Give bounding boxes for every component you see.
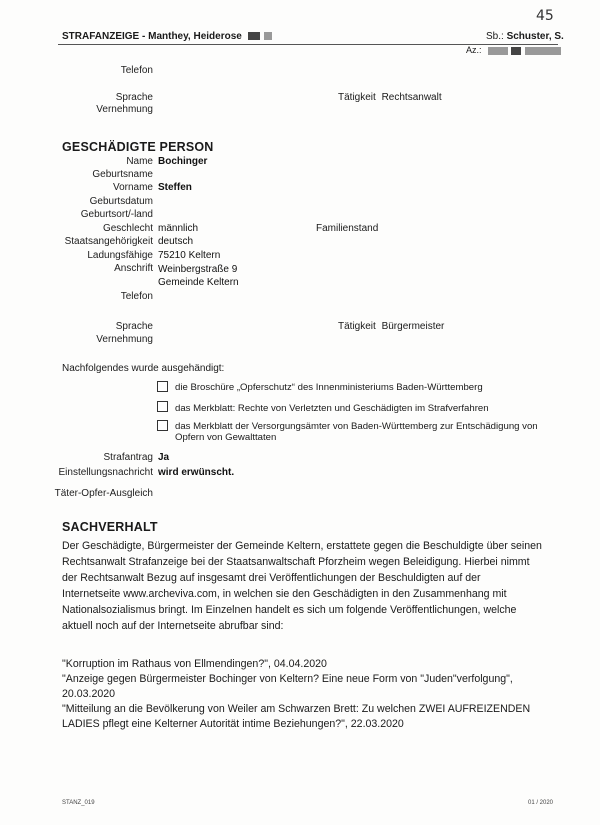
taetigkeit-row-2 xyxy=(338,321,444,332)
geburtsdatum-label: Geburtsdatum xyxy=(89,196,153,207)
sprache-label-2: Sprache xyxy=(115,321,153,332)
sachverhalt-line: der Rechtsanwalt Bezug auf insgesamt drei Veröffentlichungen der Beschuldigten auf der xyxy=(62,571,481,584)
geburtsort-label: Geburtsort/-land xyxy=(80,209,153,220)
ladungsfaehige-label: Ladungsfähige xyxy=(87,250,153,261)
ladungsfaehige-value: 75210 Keltern xyxy=(158,250,221,261)
vorname-label: Vorname xyxy=(112,182,153,193)
checkbox-opferschutz[interactable] xyxy=(157,381,168,392)
geschlecht-value: männlich xyxy=(158,223,199,234)
publication-item: "Anzeige gegen Bürgermeister Bochinger von Keltern? Eine neue Form von "Juden"verfolgung", xyxy=(62,673,513,685)
redacted-block xyxy=(248,32,260,40)
anschrift-line2: Gemeinde Keltern xyxy=(158,277,239,288)
checkbox-merkblatt-versorgung-label: das Merkblatt der Versorgungsämter von Baden-Württemberg zur Entschädigung von xyxy=(175,421,538,432)
az-label: Az.: xyxy=(466,45,482,55)
telefon-label-2: Telefon xyxy=(120,291,153,302)
publication-item: LADIES pflegt eine Kelterner Autorität intime Beziehungen?", 22.03.2020 xyxy=(62,718,404,730)
telefon-label: Telefon xyxy=(120,65,153,76)
vernehmung-label: Vernehmung xyxy=(96,104,153,115)
publication-list xyxy=(62,657,562,732)
ausgehaendigt-intro: Nachfolgendes wurde ausgehändigt: xyxy=(62,363,225,374)
staatsangehoerigkeit-label: Staatsangehörigkeit xyxy=(64,236,153,247)
checkbox-merkblatt-versorgung-label-cont: Opfern von Gewalttaten xyxy=(175,432,277,443)
sachverhalt-heading: SACHVERHALT xyxy=(62,520,158,534)
document-header xyxy=(62,31,272,42)
vernehmung-label-2: Vernehmung xyxy=(96,334,153,345)
name-label: Name xyxy=(126,156,153,167)
sachverhalt-text xyxy=(62,539,562,634)
anschrift-label: Anschrift xyxy=(114,263,153,274)
publication-item: "Korruption im Rathaus von Ellmendingen?", 04.04.2020 xyxy=(62,658,327,670)
strafantrag-value: Ja xyxy=(158,452,170,463)
redacted-block xyxy=(525,47,561,55)
sprache-label: Sprache xyxy=(115,92,153,103)
form-version: 01 / 2020 xyxy=(528,800,554,806)
name-value: Bochinger xyxy=(158,156,208,167)
redacted-block xyxy=(488,47,508,55)
checkbox-merkblatt-rechte-label: das Merkblatt: Rechte von Verletzten und Geschädigten im Strafverfahren xyxy=(175,403,489,414)
geschlecht-label: Geschlecht xyxy=(102,223,153,234)
vorname-value: Steffen xyxy=(158,182,192,193)
familienstand-label: Familienstand xyxy=(316,223,379,234)
publication-item: 20.03.2020 xyxy=(62,688,116,700)
geschaedigte-heading: GESCHÄDIGTE PERSON xyxy=(62,140,214,154)
taetigkeit-value: Rechtsanwalt xyxy=(381,92,442,103)
anschrift-line1: Weinbergstraße 9 xyxy=(158,264,238,275)
sachbearbeiter xyxy=(486,31,564,42)
document-title: STRAFANZEIGE - Manthey, Heiderose xyxy=(62,31,242,42)
taetigkeit-label: Tätigkeit xyxy=(338,92,376,103)
redacted-block xyxy=(264,32,272,40)
geburtsname-label: Geburtsname xyxy=(92,169,153,180)
toa-label: Täter-Opfer-Ausgleich xyxy=(54,488,153,499)
sachverhalt-line: Rechtsanwalt Strafanzeige bei der Staatsanwaltschaft Pforzheim wegen Beleidigung. Hierbei nimmt xyxy=(62,555,530,568)
sb-label: Sb.: xyxy=(486,31,504,42)
staatsangehoerigkeit-value: deutsch xyxy=(158,236,194,247)
taetigkeit-value-2: Bürgermeister xyxy=(381,321,445,332)
sachverhalt-line: Der Geschädigte, Bürgermeister der Gemeinde Keltern, erstattete gegen die Beschuldigte über seinen xyxy=(62,540,542,552)
sachverhalt-line: aktuell noch auf der Internetseite abrufbar sind: xyxy=(62,619,284,632)
taetigkeit-row xyxy=(338,92,442,103)
checkbox-opferschutz-label: die Broschüre „Opferschutz“ des Innenministeriums Baden-Württemberg xyxy=(175,382,483,393)
sachverhalt-line: Internetseite www.archeviva.com, in welchen sie den Geschädigten in den Zusammenhang mit xyxy=(62,587,507,600)
einstellung-label: Einstellungsnachricht xyxy=(58,467,153,478)
strafantrag-label: Strafantrag xyxy=(103,452,153,463)
handwritten-page-number: 45 xyxy=(536,8,554,24)
checkbox-merkblatt-rechte[interactable] xyxy=(157,401,168,412)
redacted-block xyxy=(511,47,521,55)
checkbox-merkblatt-versorgung[interactable] xyxy=(157,420,168,431)
aktenzeichen xyxy=(466,45,561,55)
sachverhalt-line: Nationalsozialismus bringt. Im Einzelnen handelt es sich um folgende Veröffentlichungen, welche xyxy=(62,603,517,616)
form-id: STANZ_019 xyxy=(62,800,95,806)
sb-value: Schuster, S. xyxy=(506,31,564,42)
publication-item: "Mitteilung an die Bevölkerung von Weiler am Schwarzen Brett: Zu welchen ZWEI AUFREIZENDEN xyxy=(62,703,531,715)
einstellung-value: wird erwünscht. xyxy=(158,467,235,478)
taetigkeit-label-2: Tätigkeit xyxy=(338,321,376,332)
